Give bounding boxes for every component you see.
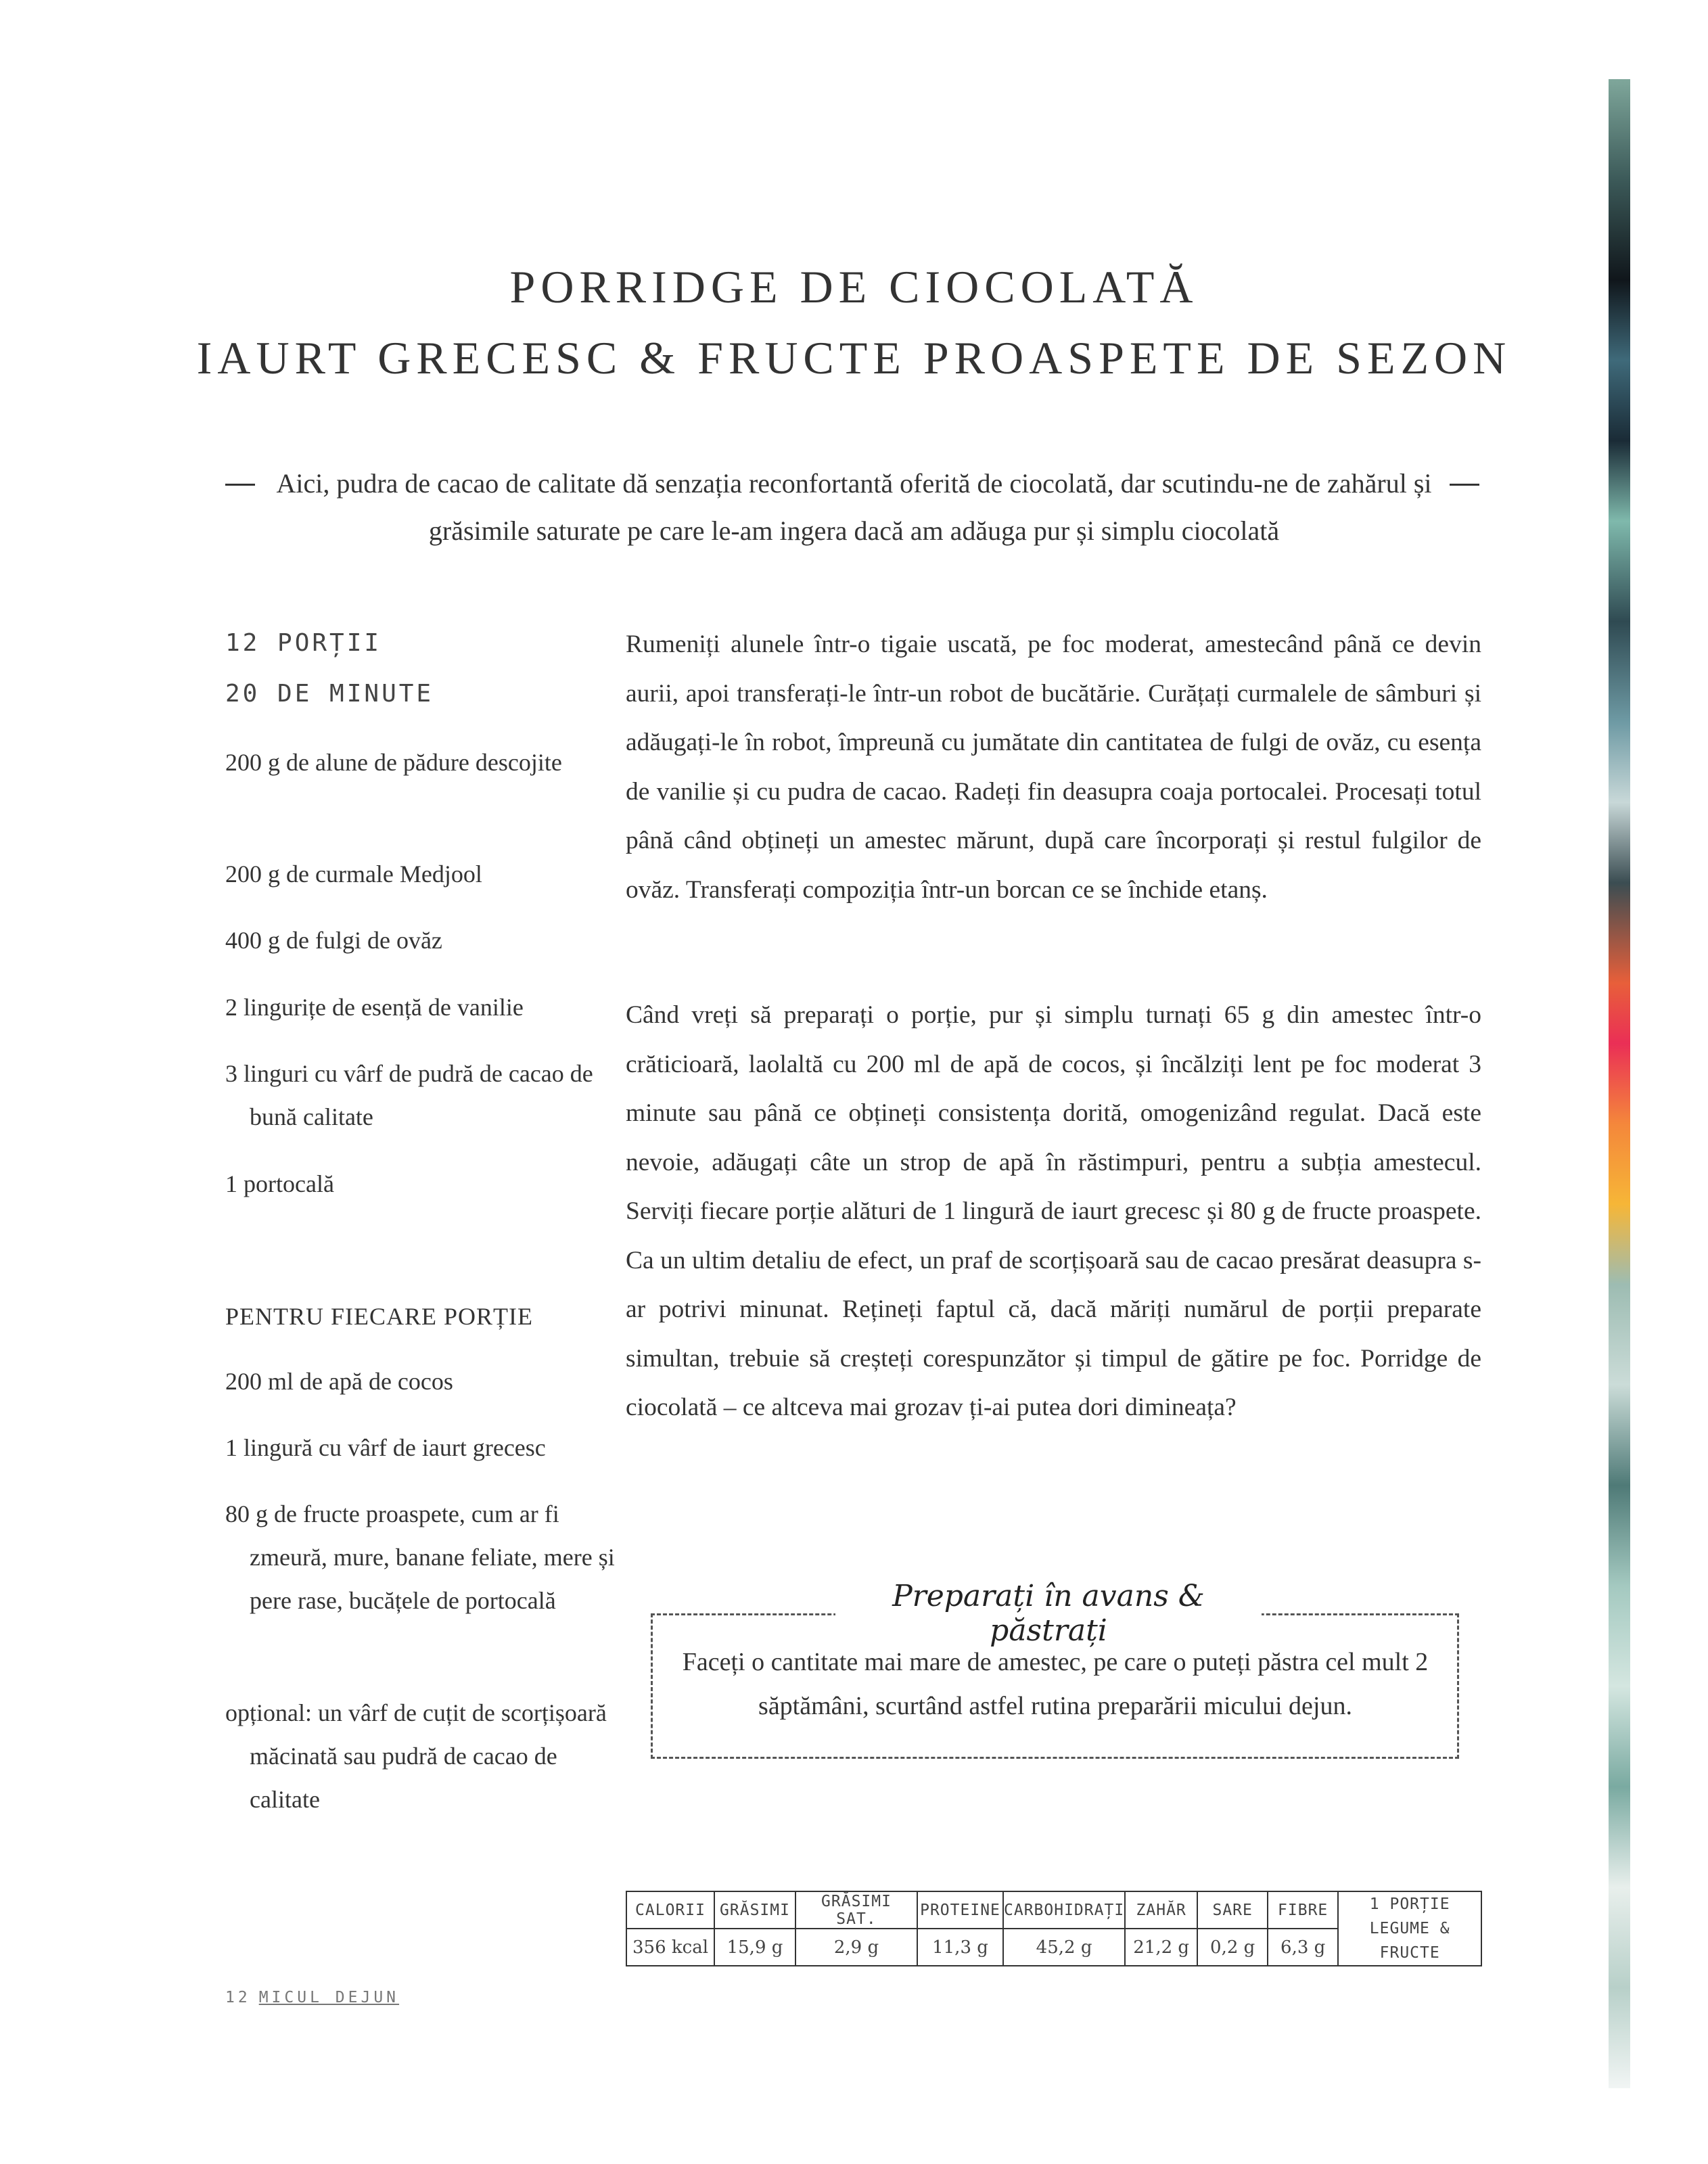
- per-serving-item: 1 lingură cu vârf de iaurt grecesc: [225, 1434, 546, 1461]
- nutrition-header: ZAHĂR: [1125, 1891, 1197, 1929]
- portion-summary: [1338, 1891, 1481, 1966]
- ingredient-item: 200 g de alune de pădure descojite: [225, 749, 562, 776]
- nutrition-value: 11,3 g: [917, 1929, 1003, 1966]
- section-name: MICUL DEJUN: [258, 1989, 400, 2006]
- ingredient-item: 200 g de curmale Medjool: [225, 860, 482, 888]
- nutrition-value: 45,2 g: [1003, 1929, 1125, 1966]
- nutrition-value: 356 kcal: [626, 1929, 714, 1966]
- nutrition-header: CALORII: [626, 1891, 714, 1929]
- per-serving-heading: PENTRU FIECARE PORȚIE: [225, 1303, 534, 1330]
- nutrition-header: SARE: [1197, 1891, 1268, 1929]
- nutrition-value: 2,9 g: [795, 1929, 917, 1966]
- ingredient-item: 1 portocală: [225, 1170, 334, 1197]
- photo-edge-strip: [1609, 79, 1630, 2088]
- nutrition-table: [626, 1891, 1482, 1966]
- ingredient-item: 400 g de fulgi de ovăz: [225, 927, 442, 954]
- title-line-1: PORRIDGE DE CIOCOLATĂ: [509, 261, 1199, 313]
- nutrition-header: FIBRE: [1268, 1891, 1338, 1929]
- per-serving-item: 80 g de fructe proaspete, cum ar fi zmeură, mure, banane feliate, mere și pere rase, bucățele de portocală: [225, 1500, 615, 1614]
- prep-time: 20 DE MINUTE: [225, 680, 434, 708]
- intro-text: Aici, pudra de cacao de calitate dă senzația reconfortantă oferită de ciocolată, dar scutindu-ne de zahărul și grăsimile saturate pe care le-am ingera dacă am adăuga pur și simplu ciocolată: [276, 468, 1432, 546]
- tip-title: Preparați în avans & păstrați: [835, 1579, 1262, 1648]
- title-line-2: IAURT GRECESC & FRUCTE PROASPETE DE SEZON: [196, 332, 1512, 384]
- portion-summary-line2: LEGUME & FRUCTE: [1369, 1920, 1450, 1962]
- nutrition-header: GRĂSIMI SAT.: [795, 1891, 917, 1929]
- page-number: 12: [225, 1989, 251, 2006]
- page-footer: [225, 1989, 399, 2006]
- nutrition-header: GRĂSIMI: [714, 1891, 795, 1929]
- method-paragraph-2: Când vreți să preparați o porție, pur și simplu turnați 65 g din amestec într-o crăticioară, laolaltă cu 200 ml de apă de cocos, și încălziți lent pe foc moderat 3 minute sau până ce obțineți consistența dorită, omogenizând regulat. Dacă este nevoie, adăugați câte un strop de apă în răstimpuri, pentru a subția amestecul. Serviți fiecare porție alături de 1 lingură de iaurt grecesc și 80 g de fructe proaspete. Ca un ultim detaliu de efect, un praf de scorțișoară sau de cacao presărat deasupra s-ar potrivi minunat. Rețineți faptul că, dacă măriți numărul de porții preparate simultan, trebuie să creșteți corespunzător și timpul de gătire pe foc. Porridge de ciocolată – ce altceva mai grozav ți-ai putea dori dimineața?: [626, 1001, 1481, 1421]
- tip-text: Faceți o cantitate mai mare de amestec, pe care o puteți păstra cel mult 2 săptămâni, scurtând astfel rutina preparării micului dejun.: [682, 1648, 1429, 1720]
- nutrition-value: 6,3 g: [1268, 1929, 1338, 1966]
- ingredient-item: 2 lingurițe de esență de vanilie: [225, 994, 524, 1021]
- portion-summary-line1: 1 PORȚIE: [1369, 1895, 1450, 1913]
- nutrition-value: 15,9 g: [714, 1929, 795, 1966]
- per-serving-item: 200 ml de apă de cocos: [225, 1368, 453, 1395]
- nutrition-value: 0,2 g: [1197, 1929, 1268, 1966]
- per-serving-item: opțional: un vârf de cuțit de scorțișoară măcinată sau pudră de cacao de calitate: [225, 1699, 607, 1813]
- ingredient-item: 3 linguri cu vârf de pudră de cacao de bună calitate: [225, 1060, 593, 1130]
- nutrition-header: PROTEINE: [917, 1891, 1003, 1929]
- method-paragraph-1: Rumeniți alunele într-o tigaie uscată, pe foc moderat, amestecând până ce devin aurii, apoi transferați-le într-un robot de bucătărie. Curățați curmalele de sâmburi și adăugați-le în robot, împreună cu jumătate din cantitatea de fulgi de ovăz, cu esența de vanilie și cu pudra de cacao. Radeți fin deasupra coaja portocalei. Procesați totul până când obțineți un amestec mărunt, după care încorporați și restul fulgilor de ovăz. Transferați compoziția într-un borcan ce se închide etanș.: [626, 630, 1481, 904]
- nutrition-value: 21,2 g: [1125, 1929, 1197, 1966]
- servings: 12 PORȚII: [225, 629, 382, 657]
- nutrition-header: CARBOHIDRAȚI: [1003, 1891, 1125, 1929]
- intro-dash-right: [1450, 484, 1479, 486]
